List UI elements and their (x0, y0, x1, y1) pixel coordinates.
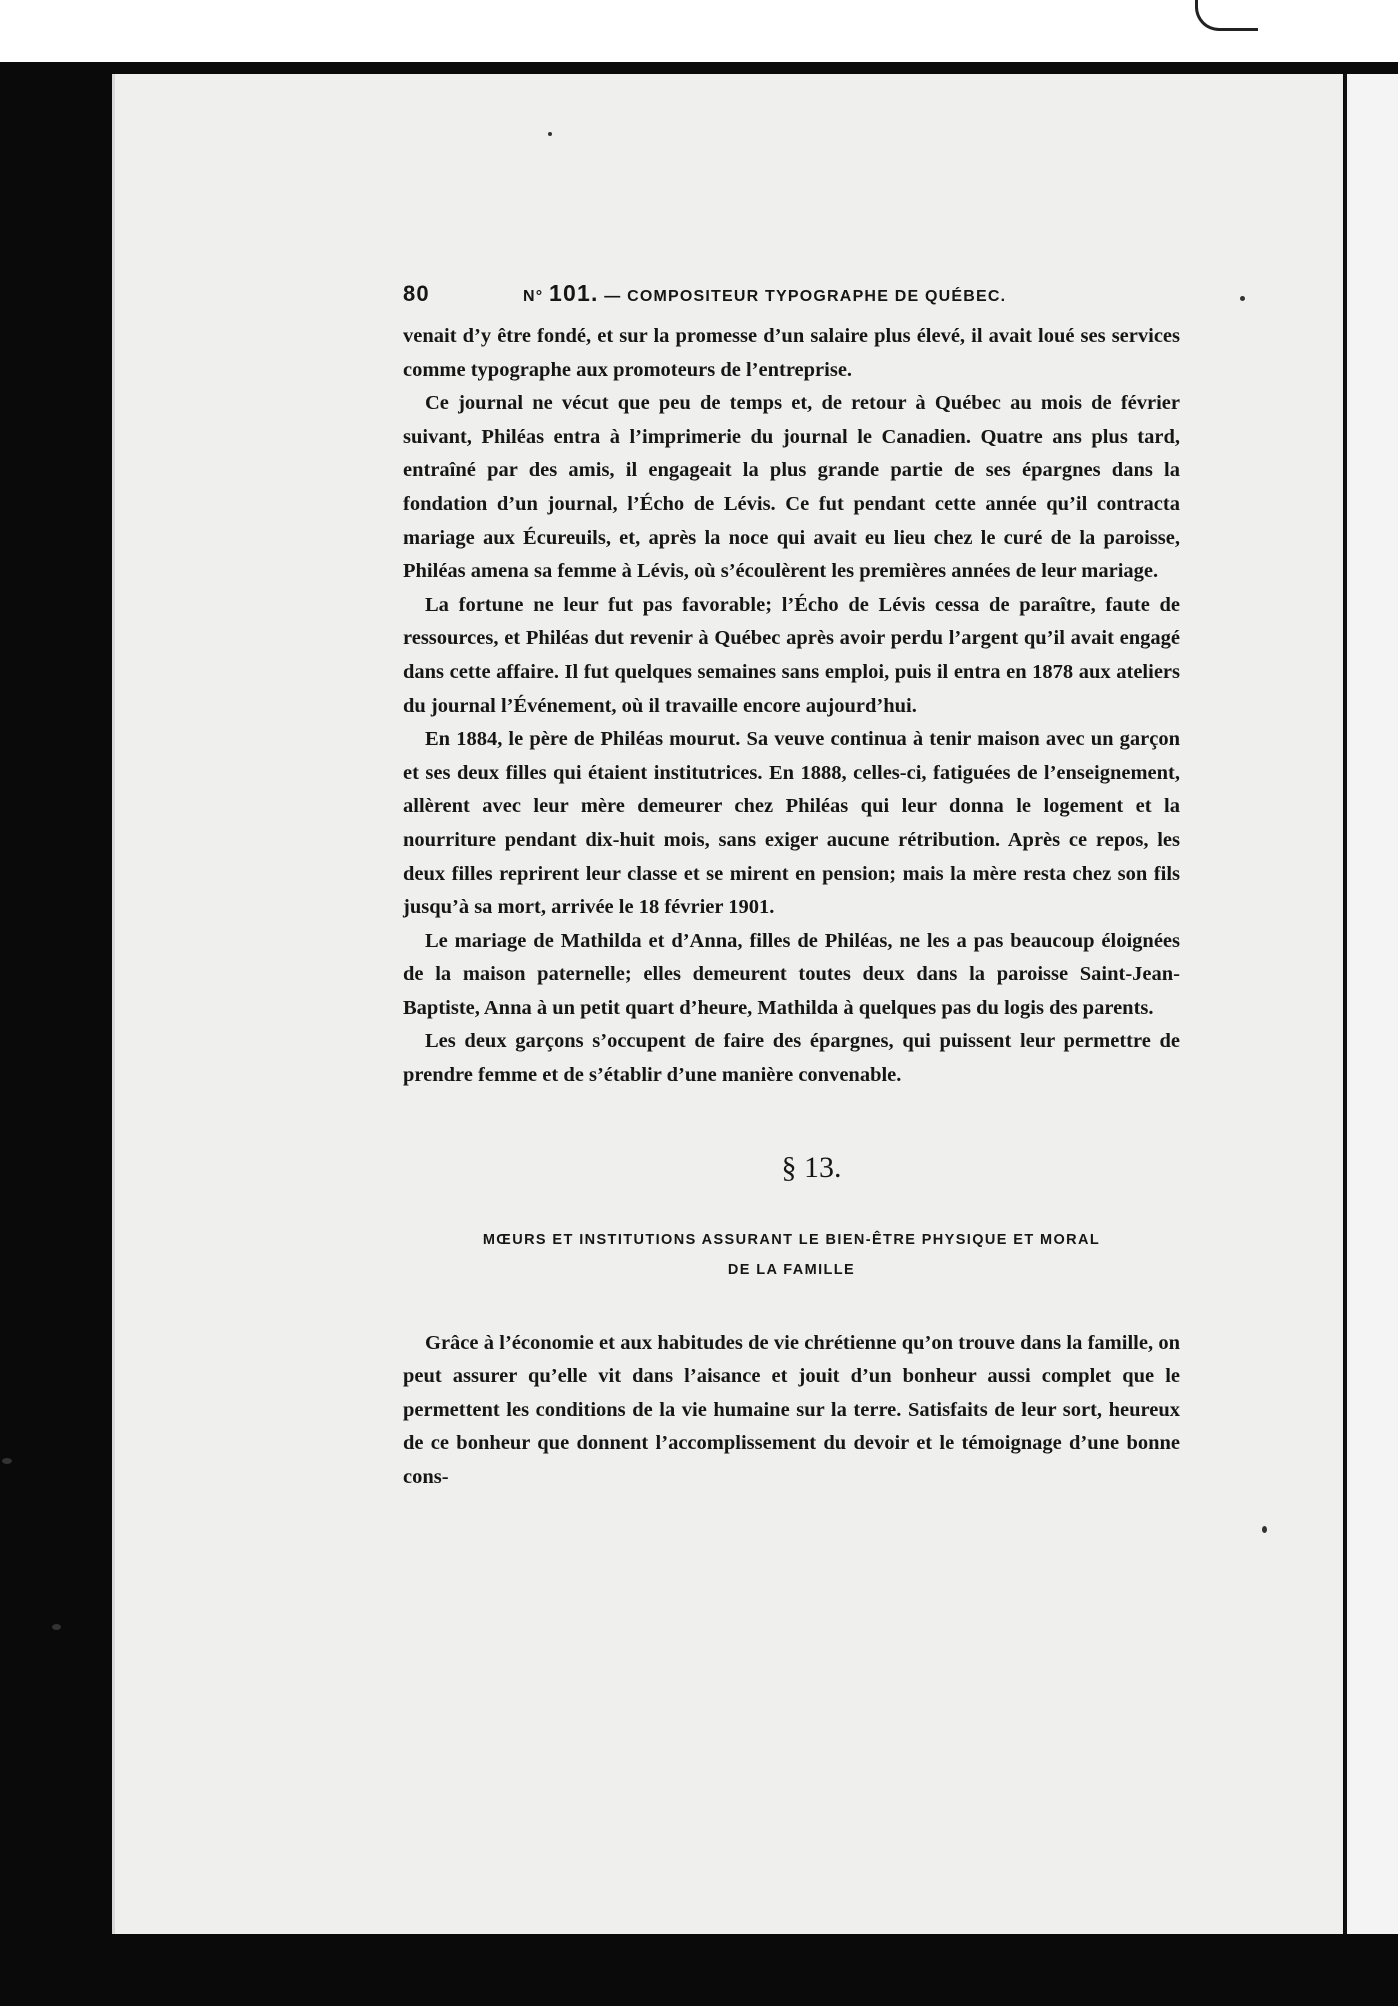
scan-speck (1240, 296, 1245, 301)
running-title-text: — COMPOSITEUR TYPOGRAPHE DE QUÉBEC. (598, 288, 1007, 305)
running-title-number: 101. (549, 280, 599, 306)
section-title-line: MŒURS ET INSTITUTIONS ASSURANT LE BIEN-ÊTRE PHYSIQUE ET MORAL (482, 1231, 1101, 1248)
page-number: 80 (403, 281, 430, 306)
scan-speck (2, 1458, 12, 1464)
section-title-line: DE LA FAMILLE (727, 1261, 856, 1278)
paragraph: venait d’y être fondé, et sur la promesse d’un salaire plus élevé, il avait loué ses services comme typographe aux promoteurs de l’entreprise. (403, 325, 1180, 381)
paragraph: Ce journal ne vécut que peu de temps et, de retour à Québec au mois de février suivant, Philéas entra à l’imprimerie du journal le Canadien. Quatre ans plus tard, entraîné par des amis, il engageait la plus grande partie de ses épargnes dans la fondation d’un journal, l’Écho de Lévis. Ce fut pendant cette année qu’il contracta mariage aux Écureuils, et, après la noce qui avait eu lieu chez le curé de la paroisse, Philéas amena sa femme à Lévis, où s’écoulèrent les premières années de leur mariage. (403, 392, 1180, 583)
running-title-prefix: N° (523, 288, 544, 305)
scan-speck (52, 1624, 61, 1630)
running-title (523, 280, 1006, 307)
scan-speck (548, 132, 552, 136)
paragraph: Le mariage de Mathilda et d’Anna, filles de Philéas, ne les a pas beaucoup éloignées de la maison paternelle; elles demeurent toutes deux dans la paroisse Saint-Jean-Baptiste, Anna à un petit quart d’heure, Mathilda à quelques pas du logis des parents. (403, 929, 1180, 1019)
paragraph: Grâce à l’économie et aux habitudes de vie chrétienne qu’on trouve dans la famille, on peut assurer qu’elle vit dans l’aisance et jouit d’un bonheur aussi complet que le permettent les conditions de la vie humaine sur la terre. Satisfaits de leur sort, heureux de ce bonheur que donnent l’accomplissement du devoir et le témoignage d’une bonne cons- (403, 1331, 1180, 1489)
facing-page-edge (1344, 74, 1398, 1934)
scan-top-margin (0, 0, 1398, 62)
section-title (403, 1225, 1180, 1285)
scan-speck (1262, 1526, 1267, 1533)
paragraph: Les deux garçons s’occupent de faire des épargnes, qui puissent leur permettre de prendre femme et de s’établir d’une manière convenable. (403, 1030, 1180, 1087)
page-text (403, 280, 1180, 1495)
paragraph: La fortune ne leur fut pas favorable; l’Écho de Lévis cessa de paraître, faute de ressources, et Philéas dut revenir à Québec après avoir perdu l’argent qu’il avait engagé dans cette affaire. Il fut quelques semaines sans emploi, puis il entra en 1878 aux ateliers du journal l’Événement, où il travaille encore aujourd’hui. (403, 593, 1180, 717)
running-head (403, 280, 1180, 320)
scan-corner-mark (1195, 0, 1258, 31)
paragraph: En 1884, le père de Philéas mourut. Sa veuve continua à tenir maison avec un garçon et ses deux filles qui étaient institutrices. En 1888, celles-ci, fatiguées de l’enseignement, allèrent avec leur mère demeurer chez Philéas qui leur donna le logement et la nourriture pendant dix-huit mois, sans exiger aucune rétribution. Après ce repos, les deux filles reprirent leur classe et se mirent en pension; mais la mère resta chez son fils jusqu’à sa mort, arrivée le 18 février 1901. (403, 728, 1180, 919)
section-number: § 13. (781, 1150, 842, 1184)
